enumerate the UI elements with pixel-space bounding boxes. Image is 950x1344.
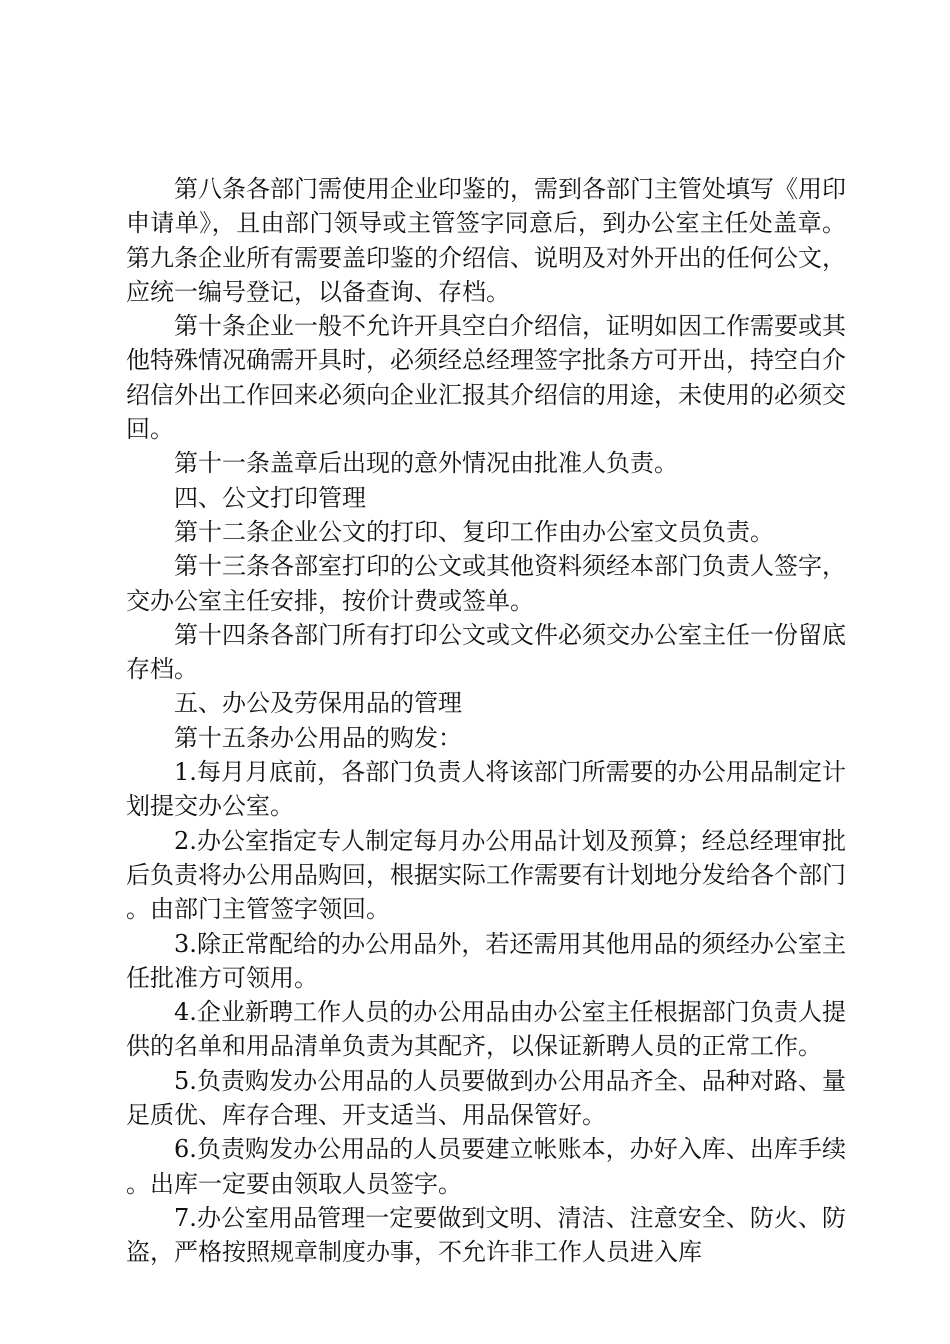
paragraph-article-14: 第十四条各部门所有打印公文或文件必须交办公室主任一份留底存档。 — [126, 620, 846, 684]
list-item-3: 3.除正常配给的办公用品外，若还需用其他用品的须经办公室主任批准方可领用。 — [126, 929, 846, 992]
section-heading-office-supplies: 五、办公及劳保用品的管理 — [174, 689, 462, 718]
list-item-6: 6.负责购发办公用品的人员要建立帐账本，办好入库、出库手续。出库一定要由领取人员签字。 — [126, 1135, 846, 1198]
paragraph-article-11: 第十一条盖章后出现的意外情况由批准人负责。 — [174, 449, 678, 478]
paragraph-article-10: 第十条企业一般不允许开具空白介绍信，证明如因工作需要或其他特殊情况确需开具时，必须经总经理签字批条方可开出，持空白介绍信外出工作回来必须向企业汇报其介绍信的用途，未使用的必须交回。 — [126, 312, 846, 444]
paragraph-article-13: 第十三条各部室打印的公文或其他资料须经本部门负责人签字，交办公室主任安排，按价计费或签单。 — [126, 552, 846, 615]
list-item-2: 2.办公室指定专人制定每月办公用品计划及预算；经总经理审批后负责将办公用品购回，根据实际工作需要有计划地分发给各个部门。由部门主管签字领回。 — [126, 826, 846, 924]
list-item-5: 5.负责购发办公用品的人员要做到办公用品齐全、品种对路、量足质优、库存合理、开支适当、用品保管好。 — [126, 1066, 846, 1130]
list-item-7: 7.办公室用品管理一定要做到文明、清洁、注意安全、防火、防盗，严格按照规章制度办事，不允许非工作人员进入库 — [126, 1203, 846, 1267]
paragraph-article-15: 第十五条办公用品的购发： — [174, 723, 462, 752]
list-item-1: 1.每月月底前，各部门负责人将该部门所需要的办公用品制定计划提交办公室。 — [126, 758, 846, 821]
list-item-4: 4.企业新聘工作人员的办公用品由办公室主任根据部门负责人提供的名单和用品清单负责为其配齐，以保证新聘人员的正常工作。 — [126, 998, 846, 1061]
paragraph-article-8-9: 第八条各部门需使用企业印鉴的，需到各部门主管处填写《用印申请单》，且由部门领导或主管签字同意后，到办公室主任处盖章。第九条企业所有需要盖印鉴的介绍信、说明及对外开出的任何公文，应统一编号登记，以备查询、存档。 — [126, 175, 846, 306]
section-heading-document-printing: 四、公文打印管理 — [174, 483, 366, 512]
document-body — [126, 172, 846, 1270]
paragraph-article-12: 第十二条企业公文的打印、复印工作由办公室文员负责。 — [174, 517, 774, 546]
